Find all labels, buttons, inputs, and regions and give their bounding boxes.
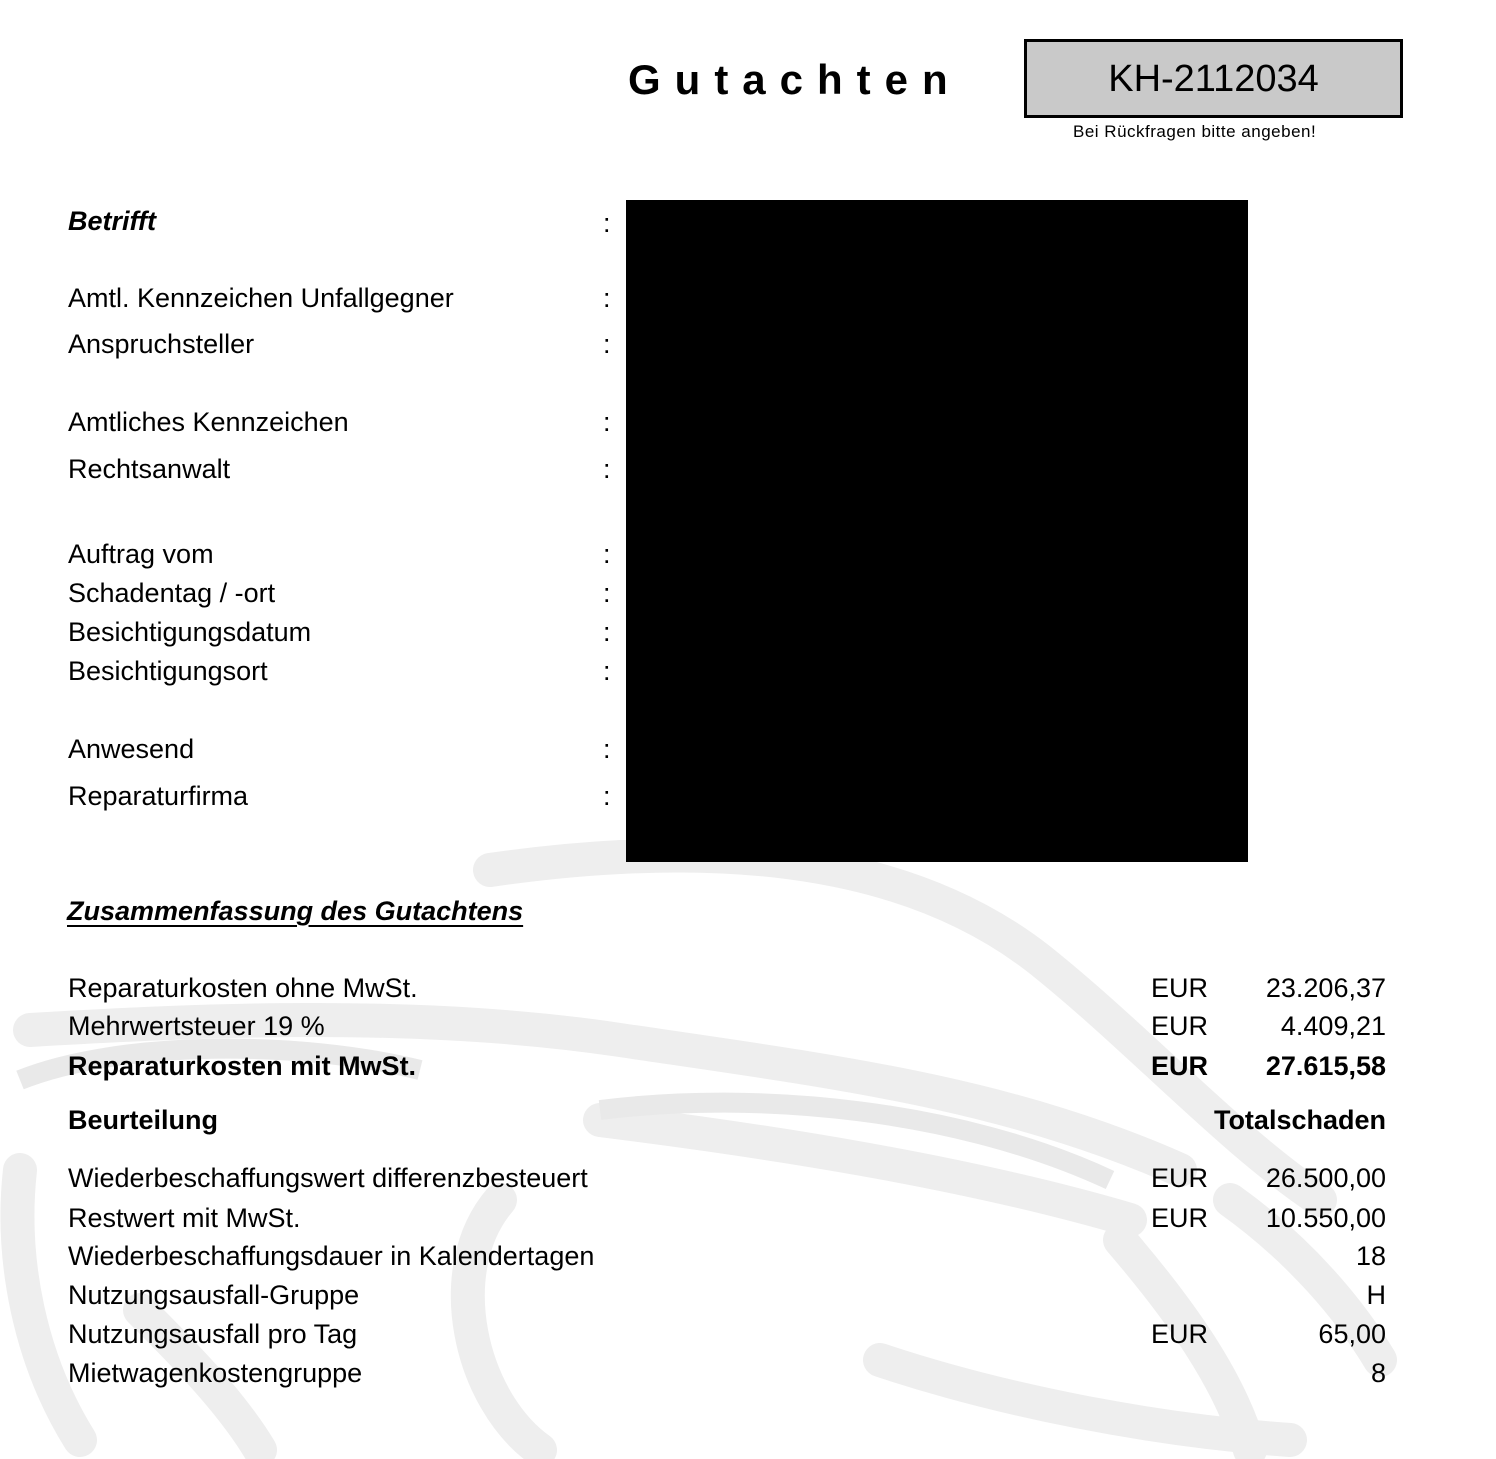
detail-value-wiederbeschaffungsdauer: 18 — [1355, 1241, 1386, 1271]
detail-value-wiederbeschaffungswert: 26.500,00 — [1265, 1163, 1386, 1193]
cost-label-ohne-mwst: Reparaturkosten ohne MwSt. — [68, 973, 418, 1003]
field-colon: : — [603, 329, 611, 359]
cost-currency: EUR — [1151, 1011, 1209, 1041]
detail-value-restwert: 10.550,00 — [1265, 1203, 1386, 1233]
field-colon: : — [603, 656, 611, 686]
document-title: Gutachten — [628, 56, 962, 103]
reference-number: KH-2112034 — [1108, 58, 1319, 100]
detail-label-mietwagenkostengruppe: Mietwagenkostengruppe — [68, 1358, 363, 1388]
detail-value-mietwagenkostengruppe: 8 — [1370, 1358, 1386, 1388]
field-colon: : — [603, 781, 611, 811]
field-label-amtliches-kennzeichen: Amtliches Kennzeichen — [68, 407, 349, 437]
cost-label-mehrwertsteuer: Mehrwertsteuer 19 % — [68, 1011, 325, 1041]
field-colon: : — [603, 208, 611, 238]
detail-currency: EUR — [1151, 1163, 1209, 1193]
reference-hint: Bei Rückfragen bitte angeben! — [1073, 122, 1317, 141]
detail-currency: EUR — [1151, 1203, 1209, 1233]
field-label-schadentag-ort: Schadentag / -ort — [68, 578, 276, 608]
field-colon: : — [603, 407, 611, 437]
detail-label-wiederbeschaffungsdauer: Wiederbeschaffungsdauer in Kalendertagen — [68, 1241, 595, 1271]
detail-label-restwert: Restwert mit MwSt. — [68, 1203, 301, 1233]
field-label-anspruchsteller: Anspruchsteller — [68, 329, 255, 359]
field-label-reparaturfirma: Reparaturfirma — [68, 781, 249, 811]
field-colon: : — [603, 617, 611, 647]
cost-currency: EUR — [1151, 1051, 1209, 1081]
cost-currency: EUR — [1151, 973, 1209, 1003]
cost-value-mit-mwst: 27.615,58 — [1265, 1051, 1386, 1081]
assessment-label: Beurteilung — [68, 1105, 219, 1135]
field-label-rechtsanwalt: Rechtsanwalt — [68, 454, 231, 484]
detail-label-wiederbeschaffungswert: Wiederbeschaffungswert differenzbesteuert — [68, 1163, 588, 1193]
field-label-anwesend: Anwesend — [68, 734, 195, 764]
detail-value-nutzungsausfall-pro-tag: 65,00 — [1318, 1319, 1386, 1349]
assessment-value: Totalschaden — [1213, 1105, 1386, 1135]
field-colon: : — [603, 734, 611, 764]
cost-value-ohne-mwst: 23.206,37 — [1265, 973, 1386, 1003]
detail-currency: EUR — [1151, 1319, 1209, 1349]
summary-heading: Zusammenfassung des Gutachtens — [67, 896, 524, 926]
reference-number-box — [1024, 39, 1403, 118]
field-colon: : — [603, 539, 611, 569]
detail-label-nutzungsausfall-pro-tag: Nutzungsausfall pro Tag — [68, 1319, 358, 1349]
field-colon: : — [603, 578, 611, 608]
redacted-values-block — [626, 200, 1248, 862]
field-label-auftrag-vom: Auftrag vom — [68, 539, 214, 569]
field-label-besichtigungsdatum: Besichtigungsdatum — [68, 617, 312, 647]
field-colon: : — [603, 454, 611, 484]
field-label-betrifft: Betrifft — [68, 206, 157, 236]
field-colon: : — [603, 283, 611, 313]
field-label-kennzeichen-unfallgegner: Amtl. Kennzeichen Unfallgegner — [68, 283, 454, 313]
cost-value-mehrwertsteuer: 4.409,21 — [1280, 1011, 1386, 1041]
detail-value-nutzungsausfall-gruppe: H — [1366, 1280, 1386, 1310]
detail-label-nutzungsausfall-gruppe: Nutzungsausfall-Gruppe — [68, 1280, 360, 1310]
field-label-besichtigungsort: Besichtigungsort — [68, 656, 268, 686]
cost-label-mit-mwst: Reparaturkosten mit MwSt. — [68, 1051, 417, 1081]
